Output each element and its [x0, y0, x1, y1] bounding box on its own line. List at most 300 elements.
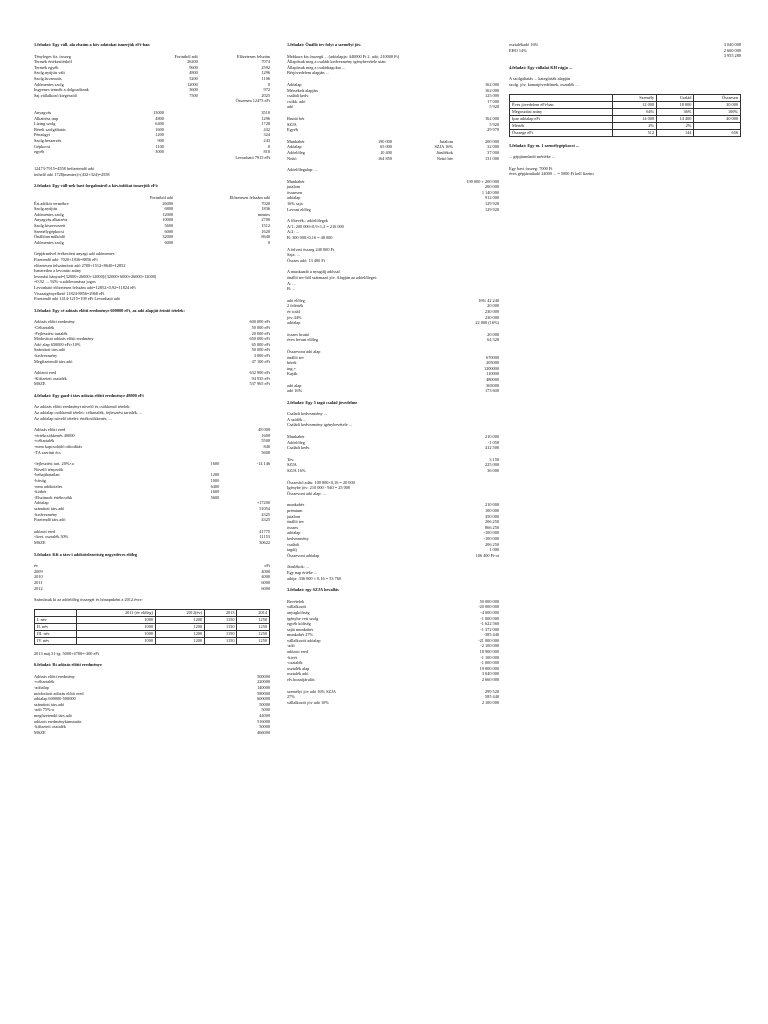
table-cell: 2% [613, 122, 657, 129]
table-cell: Adózás előtti ered [34, 427, 66, 433]
text-line: Állapítsuk meg a családi kedvezmény igénybevétele után [287, 59, 386, 65]
text-line: A munkaadó a nyugdíj adóssal [287, 269, 340, 275]
table-cell: 1150 [205, 616, 237, 623]
table-cell: -Fejlesztési tartalék [34, 330, 68, 336]
text-line: A/1: 200 000×0,9×1,2 = 216 000 [287, 223, 344, 229]
table-cell: adózott ered [34, 528, 56, 534]
table-cell: megfizetendő társ.adó [34, 713, 72, 719]
text-line: Állapítsuk meg a családtagokat ... [287, 64, 346, 70]
table-cell: 27% [287, 694, 295, 700]
value-table [34, 461, 270, 523]
value-table [287, 689, 499, 706]
block [509, 143, 741, 149]
table-cell: 1836 [261, 206, 270, 212]
table-cell: -14 146 [256, 461, 270, 467]
table-cell: 1600 [210, 461, 220, 467]
table-cell: 656 [694, 129, 741, 136]
table-cell: 162 000 [485, 87, 499, 93]
table-cell: 2009 [34, 568, 43, 574]
table-cell [694, 122, 741, 129]
table-cell: -fejlesztési tart. 20%×a [34, 461, 74, 467]
table-cell: Adómentes szolg [34, 81, 64, 87]
table-cell: 500000 [257, 673, 270, 679]
value-table [287, 298, 499, 326]
block [509, 166, 741, 177]
table-cell: Kaják [287, 371, 298, 377]
table-row [287, 127, 499, 133]
block [34, 529, 270, 546]
table-cell: -21 000 000 [478, 637, 499, 643]
text-line: Adóelőlegalap: ... [287, 167, 318, 173]
table-cell: 1200000 [483, 365, 499, 371]
block [287, 434, 499, 451]
table-cell: 1150 [205, 637, 237, 644]
table-cell: 14 000 [613, 115, 657, 122]
table-cell: 2 100 000 [481, 699, 499, 705]
table-cell: 1 140 000 [481, 189, 499, 195]
text-line: Fizetendő adó 1414-1215=199 eFt Levonható adó [34, 296, 121, 302]
table-cell: 44000 [259, 713, 270, 719]
table-cell: 350 000 [485, 513, 499, 519]
table-cell: SZJA [287, 462, 297, 468]
table-cell: 1200 [210, 472, 220, 478]
table-cell: tagdíj [287, 547, 297, 553]
table-cell: 810 [263, 149, 270, 155]
table-row [510, 129, 741, 136]
table-cell: Termék értékesítésből [34, 59, 72, 65]
text-line: A/2: ... [287, 229, 299, 235]
table-cell: Levont előleg [287, 206, 311, 212]
table-cell: -100 000 [483, 535, 499, 541]
value-table [34, 195, 270, 245]
table-cell: Járulékok [436, 149, 453, 155]
table-cell: Adóelőleg [287, 439, 305, 445]
table-cell [510, 94, 613, 101]
table-cell: osztalék adó [287, 671, 309, 677]
table-cell: önálló tev [287, 519, 305, 525]
table-cell: 4325 [261, 511, 270, 517]
table-cell: összes [287, 524, 298, 530]
table-cell: -20 000 000 [478, 604, 499, 610]
table-cell: 230 000 [485, 314, 499, 320]
table-cell: EHO 14% [509, 47, 527, 53]
text-line: A szülők ... [287, 416, 307, 422]
table-cell: 600000 [257, 696, 270, 702]
section-heading: 1.feladat: Egy váll. ala elszám a köv adatokat ismerjük eFt-ban [34, 42, 150, 47]
table-cell: 16% szja [287, 201, 303, 207]
table-row [287, 700, 499, 706]
table-cell [131, 155, 164, 161]
table-cell: MSZE [34, 381, 46, 387]
column-3 [509, 42, 741, 183]
block [34, 308, 270, 314]
table-cell: Anyagvás [34, 109, 52, 115]
section-heading: 2.feladat: Egy 5 tagú család jövedelme [287, 399, 358, 405]
table-row [35, 616, 270, 623]
table-cell: 1200 [156, 616, 205, 623]
block [287, 116, 499, 133]
block [287, 82, 499, 110]
table-cell: 94 935 eFt [251, 375, 270, 381]
table-cell: 4800 [155, 115, 164, 121]
table-cell: Módosított adózás előtti eredmény [34, 336, 94, 342]
table-cell: 6400 [155, 121, 164, 127]
table-cell: Előzetesen felszám adó [229, 195, 270, 201]
table-cell: adó 16% [287, 388, 303, 394]
section-heading: 5.feladat: Kft a társ-i adókötelezettség negyedéves előleg [34, 551, 137, 557]
text-line: A főtevék.: adóelőlegek [287, 218, 328, 224]
table-cell: 299 520 [485, 688, 499, 694]
table-cell: 8640 [261, 234, 270, 240]
table-cell: 2592 [261, 64, 270, 70]
table-cell: Szolg.nyújtás vált [34, 70, 65, 76]
table-cell: 50 000 eFt [251, 347, 270, 353]
table-cell: 10 400 [380, 149, 392, 155]
table-cell: 100% [694, 108, 741, 115]
table-cell: Bevételek [287, 598, 305, 604]
block [287, 587, 499, 593]
table-cell: 50 000 000 [479, 598, 499, 604]
table-cell: 230 000 [485, 308, 499, 314]
block [34, 609, 270, 645]
table-row [287, 388, 499, 394]
table-cell: jöv 44% [287, 314, 302, 320]
table-cell: 1100 [155, 143, 164, 149]
table-cell: 3 040 000 [481, 671, 499, 677]
table-row [287, 553, 499, 559]
table-cell: eFt [264, 563, 270, 569]
table-cell: 600 000 eFt [249, 319, 270, 325]
table-cell: 4000 [261, 568, 270, 574]
table-cell: Mérték [510, 122, 613, 129]
table-cell: igénybe vett szolg [287, 615, 319, 621]
table-cell: 324 [263, 132, 270, 138]
table-cell: 5200 [189, 75, 198, 81]
table-cell: Családi kedv. [287, 445, 311, 451]
table-cell: 243 [263, 137, 270, 143]
table-cell: -1 622 560 [480, 621, 499, 627]
block [509, 65, 741, 71]
table-cell: Növelő tényezők [34, 466, 64, 472]
table-cell: 537 965 eFt [249, 381, 270, 387]
value-table [287, 457, 499, 474]
table-cell: +céltartalék [34, 679, 55, 685]
table-cell: 480000 [486, 376, 499, 382]
table-cell: személyi jöv adó 16% SZJA [287, 688, 336, 694]
block [34, 42, 270, 48]
table-cell: 40 000 [694, 115, 741, 122]
text-line: Szja: ... [287, 252, 300, 258]
table-row [35, 630, 270, 637]
block [34, 461, 270, 523]
table-cell: 2 660 000 [481, 677, 499, 683]
table-cell: adóalap [287, 320, 301, 326]
table-row [34, 381, 270, 387]
block [287, 457, 499, 474]
table-cell: 2012(év) [156, 609, 205, 616]
table-cell: 210 000 [485, 502, 499, 508]
table-cell: 650 000 eFt [249, 336, 270, 342]
table-cell: 365000 [486, 382, 499, 388]
table-cell: -kötbér [34, 489, 47, 495]
table-cell: 18 900 000 [479, 649, 499, 655]
table-cell: 110000 [486, 371, 499, 377]
table-cell: SZJA [287, 121, 297, 127]
table-cell: 131 000 [485, 155, 499, 161]
table-cell: Önállóan működő [34, 234, 65, 240]
table-cell: 47 100 eFt [251, 358, 270, 364]
table-cell: -kivét [287, 654, 298, 660]
table-cell: vállalkozói adóalap [287, 637, 321, 643]
table-cell [34, 98, 149, 104]
table-cell: Szolg.fuvarozás [34, 75, 62, 81]
block [34, 597, 270, 603]
table-cell: 50000 [259, 724, 270, 730]
block [34, 427, 270, 455]
table-cell: -1 372 000 [480, 626, 499, 632]
value-table [287, 116, 499, 133]
table-cell: egyéb költség [287, 621, 311, 627]
table-cell: 1200 [156, 623, 205, 630]
table-cell: Adózás előtti eredmény [34, 673, 75, 679]
table-cell: Összesen [694, 94, 741, 101]
text-line: 2013 máj.31-ig: 5000+4700=-300 eFt [34, 650, 99, 656]
table-cell: 516000 [257, 718, 270, 724]
table-cell: Jutalom [439, 138, 453, 144]
table-cell: 18 000 [657, 101, 694, 108]
table-cell [149, 98, 198, 104]
table-cell: 20 000 eFt [251, 330, 270, 336]
value-table [287, 332, 499, 343]
table-cell: 106 400 Ft-ot [475, 552, 499, 558]
table-cell: Bruttó bér [287, 115, 305, 121]
table-cell: 26200 [187, 59, 198, 65]
table-cell: 30 000 [694, 101, 741, 108]
value-table [287, 502, 499, 558]
table-cell: önálló tev [287, 354, 305, 360]
table-row [287, 468, 499, 474]
section-heading: 5.feladat: Egy m. 1 személygépkocsi ... [509, 142, 579, 148]
table-cell: 632 900 eFt [249, 370, 270, 376]
table-cell: 17 000 [487, 98, 499, 104]
table-row [34, 155, 270, 161]
block [509, 42, 741, 59]
table-cell: Szolg.kiszervezett [34, 223, 66, 229]
table-cell: 3000 [155, 149, 164, 155]
value-table [287, 82, 499, 110]
table-cell: -Elszámolt értékcsökk [34, 494, 73, 500]
table-row [35, 623, 270, 630]
table-cell: 51054 [259, 505, 270, 511]
table-cell: Mérsékelt alapján [287, 87, 318, 93]
table-cell: Megfizetendő társ.adó [34, 358, 73, 364]
table-cell: 220000 [257, 679, 270, 685]
table-cell: Levonható 7915 eFt [235, 154, 270, 160]
text-line: Levonható előzetesen felszám adó=12852×0,92=11824 eFt [34, 284, 136, 290]
table-cell: 206 250 [485, 541, 499, 547]
text-line: Családi kedvezmény igénybevétele ... [287, 422, 352, 428]
table-cell: 129 920 [485, 206, 499, 212]
table-cell: 3 150 [489, 456, 499, 462]
table-cell: Forintból adó [149, 195, 174, 201]
table-row [34, 517, 270, 523]
block [287, 599, 499, 683]
value-table [34, 370, 270, 387]
block [287, 139, 499, 161]
section-heading: 4.feladat: Egy vállalat KH rágja ... [509, 64, 573, 70]
table-cell: Forintból adó [174, 53, 198, 59]
table-cell: 1600 [261, 432, 270, 438]
table-cell: 205000 [486, 360, 499, 366]
text-line: Összesítő adás: 100 000×0,16 = 20 000 [287, 479, 355, 485]
table-cell: III. név [35, 630, 77, 637]
table-cell: Gépkocsi [34, 143, 51, 149]
table-cell: 1000 [77, 630, 156, 637]
text-line: Járulékok: ... [287, 564, 310, 570]
table-cell: 866 250 [485, 524, 499, 530]
table-cell: Adómentes szolg [34, 239, 64, 245]
section-heading: 6.feladat: Rt adózás előtti eredménye [34, 662, 102, 668]
table-cell: 16% 42 240 [478, 297, 499, 303]
table-cell: 30622 [259, 539, 270, 545]
table-cell: -behajthatatlan [34, 472, 60, 478]
table-cell: -385 440 [483, 632, 499, 638]
table-cell: Saj.vállalkozó kiegészítő [34, 92, 77, 98]
table-cell: 200 000 [485, 184, 499, 190]
table-cell: 2012 [34, 585, 43, 591]
table-cell: 190 000 + 200 000 [466, 178, 499, 184]
table-cell: +értékcsökkenés 40000 [34, 432, 75, 438]
table-cell: 36 000 [487, 468, 499, 474]
table-row [287, 156, 499, 162]
table-cell: 162 000 [485, 81, 499, 87]
table-cell: 144 [657, 129, 694, 136]
table-cell: 1 000 [489, 547, 499, 553]
table-cell: módosított adózás előtti ered [34, 690, 84, 696]
table-cell: -4 000 000 [480, 609, 499, 615]
value-table [287, 599, 499, 683]
table-cell: 13000 [153, 109, 164, 115]
block [34, 651, 270, 657]
table-cell: 1000 [77, 616, 156, 623]
table-cell: -kedvezmény [34, 511, 58, 517]
table-cell: számított társ.adó [34, 701, 65, 707]
table-cell: +17200 [256, 500, 270, 506]
text-line: Csaladi kedvezmény ... [287, 411, 327, 417]
table-cell: -kifizetett osztalék [34, 724, 66, 730]
table-cell: 1200 [155, 132, 164, 138]
text-line: Az adóalap növelő tételei: értékcsökkenés, ... [34, 415, 112, 421]
table-cell: 2011 (év előleg) [77, 609, 156, 616]
block [287, 564, 499, 581]
table-cell: Szolg.nyújtás [34, 206, 58, 212]
text-line: adója: 336 000 × 0,16 = 53 760 [287, 575, 342, 581]
column-2 [287, 42, 499, 711]
table-row [287, 207, 499, 213]
value-table [34, 563, 270, 591]
table-cell: vállalkozói jöv adó 10% [287, 699, 329, 705]
text-line: ... gépjárműadó mértéke ... [509, 154, 555, 160]
table-cell: anyagköltség [287, 609, 310, 615]
table-row [34, 359, 270, 365]
table-row [510, 101, 741, 108]
table-cell: 1150 [205, 630, 237, 637]
table-row [34, 540, 270, 546]
table-cell: 200 000 [485, 138, 499, 144]
table-cell: 12 000 [613, 101, 657, 108]
table-cell: -1 050 [487, 439, 499, 445]
table-cell: 48 000 [258, 427, 270, 433]
table-cell: Nettó bér [436, 155, 453, 161]
table-cell: 5600 [164, 223, 174, 229]
text-line: éves gépjárműadó 24000 ... = 5000 Ft kell fizetni [509, 171, 594, 177]
table-cell: 1150 [205, 623, 237, 630]
table-cell: 10000 [162, 217, 174, 223]
table-row [510, 122, 741, 129]
table-cell: 36% [657, 108, 694, 115]
table-cell: Ért.adókör termékre [34, 200, 69, 206]
block [287, 218, 499, 240]
section-heading: 4.feladat: Egy gazd-i társ adózás előtti eredménye 48000 eFt [34, 392, 144, 398]
table-row [287, 445, 499, 451]
table-cell: 5500 [261, 438, 270, 444]
table-cell [35, 609, 77, 616]
block [34, 195, 270, 245]
table-cell: 4000 [261, 574, 270, 580]
table-cell: -1 100 000 [480, 654, 499, 660]
block [34, 251, 270, 301]
text-line: A: ... [287, 280, 296, 286]
table-cell: 2% [657, 122, 694, 129]
table-cell: 1000 [77, 623, 156, 630]
block [287, 349, 499, 394]
table-cell: -adó 75%-a [34, 707, 54, 713]
table-cell: összes bruttó [287, 331, 310, 337]
table-cell: 1250 [237, 630, 270, 637]
block [287, 167, 499, 173]
block [34, 552, 270, 558]
table-cell: Anyagvás.alkatrész [34, 217, 68, 223]
table-cell: 20 000 [487, 331, 499, 337]
table-cell: Adóalap [287, 144, 302, 150]
table-cell: 972 [263, 87, 270, 93]
table-cell: elv.hozzájárulás [287, 677, 315, 683]
table-cell: kedvezmény [287, 535, 309, 541]
value-table [34, 54, 270, 104]
table-cell: -kedvezmény [34, 352, 58, 358]
block [509, 94, 741, 137]
table-cell: prémium [287, 508, 303, 513]
table-cell: 912 000 [485, 195, 499, 201]
table-cell: -adóalap [34, 685, 49, 691]
text-line: Az adóalap csökkentő tételei: céltartalék, fejlesztési tartalék, ... [34, 410, 143, 416]
table-cell: számított társ.adó [34, 505, 65, 511]
table-cell: -Kifizetett osztalék [34, 375, 67, 381]
text-line: Igénybe jöv: 210 000 - 940 = 25 000 [287, 485, 351, 491]
table-row [34, 450, 270, 456]
table-cell: 2013 [205, 609, 237, 616]
table-cell: 0 [267, 81, 270, 87]
table-cell: 1512 [261, 223, 270, 229]
table-cell: 6000 [164, 239, 174, 245]
text-line: A szolgáltatás ... kategóriák alapján [509, 76, 570, 82]
table-cell: munkabér 27% [287, 632, 314, 638]
block [34, 674, 270, 736]
text-line: =0,92 → 92%-a adólevonásra jogos [34, 279, 96, 285]
value-table [34, 427, 270, 455]
section-heading: 3.feladat: Egy cé adózás előtti eredménye 600000 eFt, az adó alapját érintő tételek: [34, 307, 185, 313]
table-cell: Család [657, 94, 694, 101]
